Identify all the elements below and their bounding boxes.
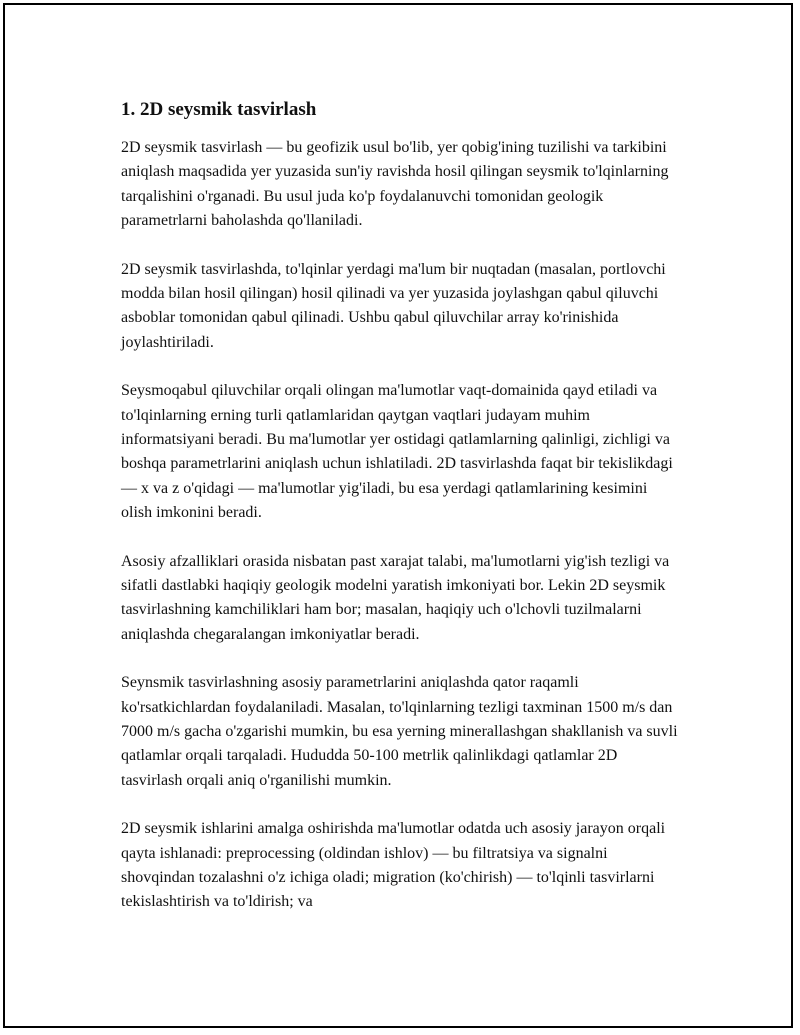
paragraph-parameters: Seynsmik tasvirlashning asosiy parametrlarini aniqlashda qator raqamli ko'rsatkichlardan foydalaniladi. Masalan, to'lqinlarning tezligi taxminan 1500 m/s dan 7000 m/s gacha o'zgarishi mumkin, bu esa yerning minerallashgan shakllanish va suvli qatlamlar orqali tarqaladi. Hududda 50-100 metrlik qalinlikdagi qatlamlar 2D tasvirlash orqali aniq o'rganilishi mumkin. <box>121 674 678 789</box>
paragraph-intro: 2D seysmik tasvirlash — bu geofizik usul bo'lib, yer qobig'ining tuzilishi va tarkibini aniqlash maqsadida yer yuzasida sun'iy ravishda hosil qilingan seysmik to'lqinlarning tarqalishini o'rganadi. Bu usul juda ko'p foydalanuvchi tomonidan geologik parametrlarni baholashda qo'llaniladi. <box>121 139 669 229</box>
document-page <box>3 3 793 1028</box>
section-heading: 1. 2D seysmik tasvirlash <box>121 99 317 120</box>
paragraph-advantages: Asosiy afzalliklari orasida nisbatan past xarajat talabi, ma'lumotlarni yig'ish tezligi va sifatli dastlabki haqiqiy geologik modelni yaratish imkoniyati bor. Lekin 2D seysmik tasvirlashning kamchiliklari ham bor; masalan, haqiqiy uch o'lchovli tuzilmalarni aniqlashda chegaralangan imkoniyatlar beradi. <box>121 552 670 643</box>
paragraph-processing: 2D seysmik ishlarini amalga oshirishda ma'lumotlar odatda uch asosiy jarayon orqali qayta ishlanadi: preprocessing (oldindan ishlov) — bu filtratsiya va signalni shovqindan tozalashni o'z ichiga oladi; migration (ko'chirish) — to'lqinli tasvirlarni tekislashtirish va to'ldirish; va <box>121 820 666 911</box>
paragraph-wave-generation: 2D seysmik tasvirlashda, to'lqinlar yerdagi ma'lum bir nuqtadan (masalan, portlovchi modda bilan hosil qilingan) hosil qilinadi va yer yuzasida joylashgan qabul qiluvchi asboblar tomonidan qabul qilinadi. Ushbu qabul qiluvchilar array ko'rinishida joylashtiriladi. <box>121 260 666 351</box>
paragraph-data-recording: Seysmoqabul qiluvchilar orqali olingan ma'lumotlar vaqt-domainida qayd etiladi va to'lqinlarning erning turli qatlamlaridan qaytgan vaqtlari judayam muhim informatsiyani beradi. Bu ma'lumotlar yer ostidagi qatlamlarning qalinligi, zichligi va boshqa parametrlarini aniqlash uchun ishlatiladi. 2D tasvirlashda faqat bir tekislikdagi — x va z o'qidagi — ma'lumotlar yig'iladi, bu esa yerdagi qatlamlarining kesimini olish imkonini beradi. <box>121 382 673 521</box>
document-body <box>121 97 691 939</box>
